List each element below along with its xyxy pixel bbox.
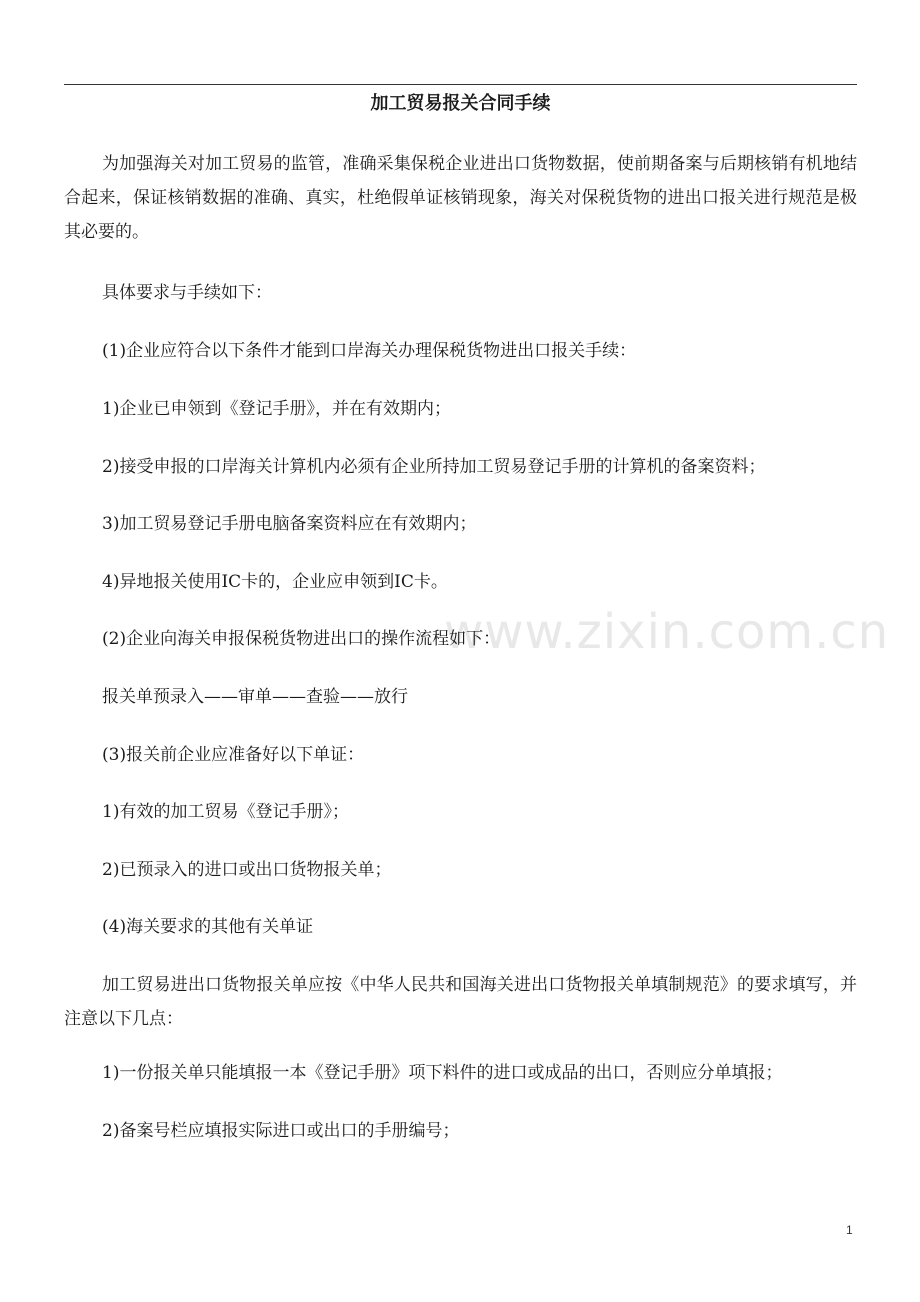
watermark: www.zixin.com.cn — [444, 604, 890, 660]
paragraph-section-4: (4)海关要求的其他有关单证 — [102, 917, 314, 937]
paragraph-requirements-heading: 具体要求与手续如下： — [102, 283, 272, 303]
paragraph-declaration-rules: 加工贸易进出口货物报关单应按《中华人民共和国海关进出口货物报关单填制规范》的要求填写，并注意以下几点： — [64, 975, 857, 1029]
paragraph-1-4: 4)异地报关使用IC卡的，企业应申领到IC卡。 — [102, 572, 448, 592]
paragraph-section-2: (2)企业向海关申报保税货物进出口的操作流程如下： — [102, 629, 501, 649]
paragraph-section-3: (3)报关前企业应准备好以下单证： — [102, 745, 365, 765]
paragraph-process-flow: 报关单预录入——审单——查验——放行 — [102, 687, 408, 707]
header-rule — [64, 84, 857, 85]
paragraph-3-1: 1)有效的加工贸易《登记手册》； — [102, 802, 349, 822]
paragraph-rule-2: 2)备案号栏应填报实际进口或出口的手册编号； — [102, 1121, 460, 1141]
page-number: 1 — [846, 1223, 853, 1237]
document-title: 加工贸易报关合同手续 — [370, 93, 551, 114]
paragraph-rule-1: 1)一份报关单只能填报一本《登记手册》项下料件的进口或成品的出口，否则应分单填报； — [102, 1063, 783, 1083]
paragraph-intro: 为加强海关对加工贸易的监管，准确采集保税企业进出口货物数据，使前期备案与后期核销有机地结合起来，保证核销数据的准确、真实，杜绝假单证核销现象，海关对保税货物的进出口报关进行规范是极其必要的。 — [64, 154, 857, 242]
paragraph-1-2: 2)接受申报的口岸海关计算机内必须有企业所持加工贸易登记手册的计算机的备案资料； — [102, 457, 766, 477]
paragraph-3-2: 2)已预录入的进口或出口货物报关单； — [102, 860, 392, 880]
paragraph-1-3: 3)加工贸易登记手册电脑备案资料应在有效期内； — [102, 514, 477, 534]
paragraph-section-1: (1)企业应符合以下条件才能到口岸海关办理保税货物进出口报关手续： — [102, 341, 637, 361]
paragraph-1-1: 1)企业已申领到《登记手册》，并在有效期内； — [102, 399, 451, 419]
